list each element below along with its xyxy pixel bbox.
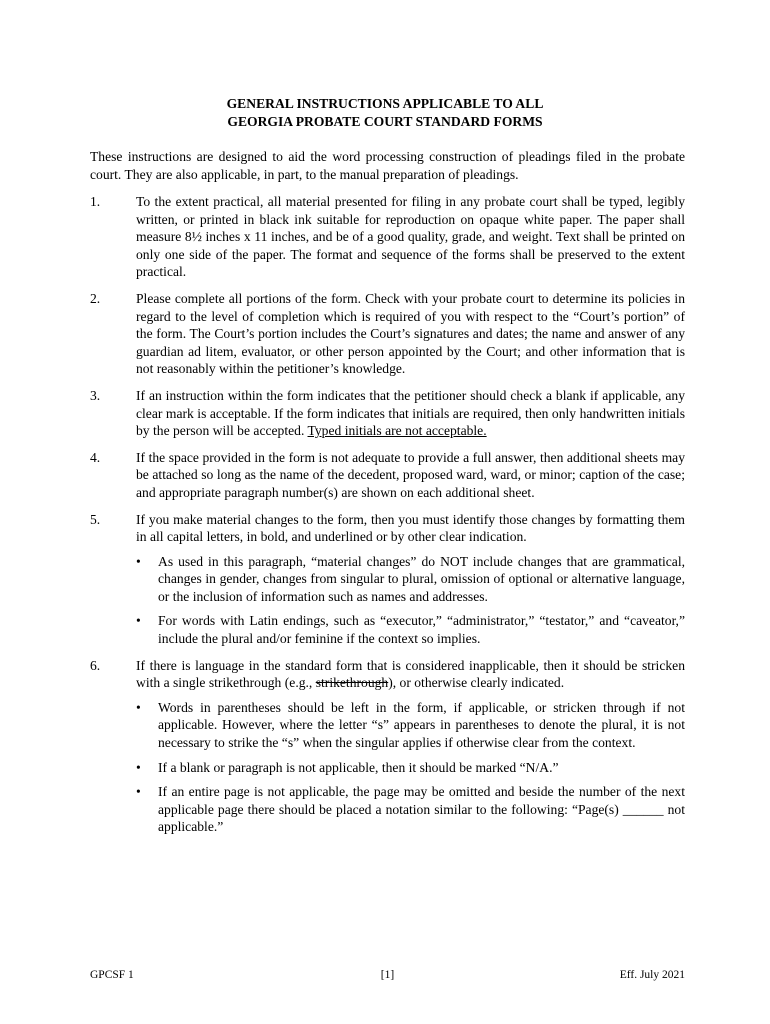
bullet-text: As used in this paragraph, “material changes” do NOT include changes that are grammatical, changes in gender, changes from singular to plural, omission of optional or alternative language, or the inclusion of information such as names and addresses.: [158, 553, 685, 604]
instruction-item-4: [90, 449, 685, 502]
title-line-2: GEORGIA PROBATE COURT STANDARD FORMS: [227, 114, 543, 129]
bullet-item: [136, 612, 685, 647]
bullet-item: [136, 783, 685, 836]
bullet-icon: •: [136, 613, 141, 629]
effective-date: Eff. July 2021: [619, 969, 685, 981]
title-line-1: GENERAL INSTRUCTIONS APPLICABLE TO ALL: [226, 96, 544, 111]
item-text-container: [136, 387, 685, 440]
instruction-list: [90, 193, 685, 845]
underlined-text: Typed initials are not acceptable.: [307, 423, 487, 439]
bullet-list: [136, 699, 685, 836]
item-number: 3.: [90, 387, 101, 403]
bullet-icon: •: [136, 699, 141, 715]
bullet-item: [136, 759, 685, 777]
item-text: Please complete all portions of the form. Check with your probate court to determine its policies in regard to the level of completion which is required of you with respect to the “Court’s portion” of the form. The Court’s portion includes the Court’s signatures and dates; the name and answer of any guardian ad litem, evaluator, or other person appointed by the Court; and other information that is not reasonably within the petitioner’s knowledge.: [136, 290, 685, 377]
item-number: 2.: [90, 290, 101, 306]
item-text-before: If there is language in the standard form that is considered inapplicable, then it should be stricken with a single strikethrough (e.g.,: [136, 657, 685, 691]
item-text-after: ), or otherwise clearly indicated.: [388, 675, 565, 691]
intro-paragraph: These instructions are designed to aid the word processing construction of pleadings filed in the probate court. They are also applicable, in part, to the manual preparation of pleadings.: [90, 149, 685, 182]
document-title: [0, 95, 770, 131]
bullet-text: Words in parentheses should be left in the form, if applicable, or stricken through if not applicable. However, where the letter “s” appears in parentheses to denote the plural, it is not necessary to strike the “s” when the singular applies if otherwise clear from the context.: [158, 699, 685, 751]
bullet-icon: •: [136, 759, 141, 775]
instruction-item-1: [90, 193, 685, 281]
bullet-icon: •: [136, 553, 141, 569]
item-number: 1.: [90, 194, 101, 209]
bullet-list: [136, 553, 685, 648]
page-number: [1]: [380, 969, 395, 981]
item-text-container: [136, 657, 685, 692]
form-code: GPCSF 1: [90, 969, 134, 981]
strikethrough-example: strikethrough: [315, 675, 389, 691]
instruction-item-6: [90, 657, 685, 836]
item-text: If the space provided in the form is not adequate to provide a full answer, then additional sheets may be attached so long as the name of the decedent, proposed ward, ward, or minor; caption of the case; and appropriate paragraph number(s) are shown on each additional sheet.: [136, 449, 685, 500]
bullet-text: For words with Latin endings, such as “executor,” “administrator,” “testator,” and “caveator,” include the plural and/or feminine if the context so implies.: [158, 613, 685, 647]
instruction-item-2: [90, 290, 685, 378]
bullet-text: If a blank or paragraph is not applicable, then it should be marked “N/A.”: [158, 759, 559, 775]
instruction-item-3: [90, 387, 685, 440]
item-number: 6.: [90, 657, 101, 673]
item-text: To the extent practical, all material presented for filing in any probate court shall be typed, legibly written, or printed in black ink suitable for reproduction on opaque white paper. The paper shall measure 8½ inches x 11 inches, and be of a good quality, grade, and weight. Text shall be printed on only one side of the paper. The format and sequence of the forms shall be preserved to the extent practical.: [136, 194, 685, 280]
bullet-text: If an entire page is not applicable, the page may be omitted and beside the number of the next applicable page there should be placed a notation similar to the following: “Page(s) ______ not applicable.”: [158, 784, 685, 835]
item-number: 4.: [90, 449, 101, 465]
instruction-item-5: [90, 511, 685, 648]
bullet-item: [136, 553, 685, 606]
item-text: If you make material changes to the form, then you must identify those changes by formatting them in all capital letters, in bold, and underlined or by other clear indication.: [136, 511, 685, 545]
item-number: 5.: [90, 511, 101, 527]
bullet-item: [136, 699, 685, 752]
bullet-icon: •: [136, 784, 141, 800]
item-text: If an instruction within the form indicates that the petitioner should check a blank if applicable, any clear mark is acceptable. If the form indicates that initials are required, then only handwritten initials by the person will be accepted.: [136, 387, 685, 439]
